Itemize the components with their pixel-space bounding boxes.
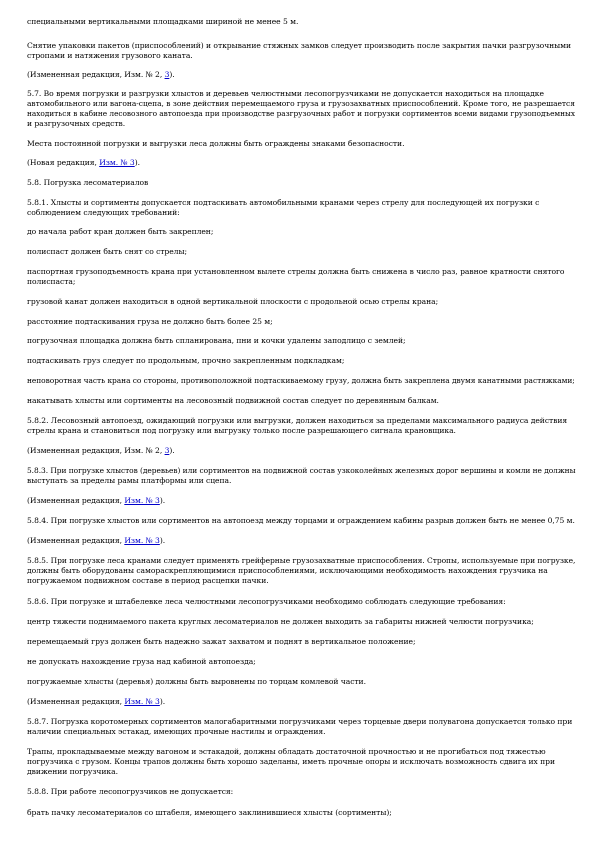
section-heading: 5.8. Погрузка лесоматериалов bbox=[27, 178, 149, 187]
amendment-link[interactable]: Изм. № 3 bbox=[124, 697, 160, 706]
list-item: полиспаст должен быть снят со стрелы; bbox=[27, 247, 187, 256]
text-line: 5.8.4. При погрузке хлыстов или сортиментов на автопоезд между торцами и ограждением кабины разрыв должен быть не менее 0,75 м. bbox=[27, 516, 575, 525]
text-line: 5.8.7. Погрузка коротомерных сортиментов малогабаритными погрузчиками через торцевые двери полувагона допускается только при bbox=[27, 717, 573, 726]
list-item: неповоротная часть крана со стороны, противоположной подтаскиваемому грузу, должна быть закреплена двумя канатными растяжками; bbox=[27, 376, 575, 385]
text-line: Трапы, прокладываемые между вагоном и эстакадой, должны обладать достаточной прочностью и не прогибаться под тяжестью bbox=[27, 747, 546, 756]
text-line: соблюдением следующих требований: bbox=[27, 208, 180, 217]
list-item: расстояние подтаскивания груза не должно быть более 25 м; bbox=[27, 317, 273, 326]
list-item: до начала работ кран должен быть закреплен; bbox=[27, 227, 214, 236]
text-line: движении погрузчика. bbox=[27, 767, 118, 776]
amendment-link[interactable]: Изм. № 3 bbox=[124, 496, 160, 505]
amendment-link[interactable]: 3 bbox=[164, 70, 170, 79]
list-item: паспортная грузоподъемность крана при установленном вылете стрелы должна быть снижена в число раз, равное кратности снятого bbox=[27, 267, 565, 276]
list-item: погружаемые хлысты (деревья) должны быть выровнены по торцам комлевой части. bbox=[27, 677, 366, 686]
text-line: специальными вертикальными площадками шириной не менее 5 м. bbox=[27, 17, 299, 26]
amendment-note: (Измененная редакция, Изм. № 2, 3). bbox=[27, 70, 175, 79]
list-item: подтаскивать груз следует по продольным, прочно закрепленным подкладкам; bbox=[27, 356, 345, 365]
amendment-note: (Измененная редакция, Изм. № 3). bbox=[27, 697, 166, 706]
amendment-note: (Измененная редакция, Изм. № 3). bbox=[27, 536, 166, 545]
text-line: Снятие упаковки пакетов (приспособлений) и открывание стяжных замков следует производить после закрытия пачки разгрузочными bbox=[27, 41, 572, 50]
text-line: должны быть оборудованы самораскрепляющимися приспособлениями, исключающими необходимость нахождения грузчика на bbox=[27, 566, 548, 575]
list-item: не допускать нахождение груза над кабиной автопоезда; bbox=[27, 657, 256, 666]
list-item: полиспаста; bbox=[27, 277, 76, 286]
list-item: накатывать хлысты или сортименты на лесовозный подвижной состав следует по деревянным балкам. bbox=[27, 396, 439, 405]
list-item: центр тяжести поднимаемого пакета круглых лесоматериалов не должен выходить за габариты нижней челюсти погрузчика; bbox=[27, 617, 534, 626]
amendment-link[interactable]: Изм. № 3 bbox=[124, 536, 160, 545]
list-item: погрузочная площадка должна быть спланирована, пни и кочки удалены заподлицо с землей; bbox=[27, 336, 406, 345]
list-item: перемещаемый груз должен быть надежно зажат захватом и поднят в вертикальное положение; bbox=[27, 637, 416, 646]
text-line: Места постоянной погрузки и выгрузки леса должны быть ограждены знаками безопасности. bbox=[27, 139, 405, 148]
text-line: находиться в кабине лесовозного автопоезда при производстве разгрузочных работ и погрузки сортиментов всеми видами грузоподъемных bbox=[27, 109, 575, 118]
text-line: погрузчика с грузом. Концы трапов должны быть хорошо заделаны, иметь прочные опоры и исключать возможность сдвига их при bbox=[27, 757, 555, 766]
text-line: 5.8.8. При работе лесопогрузчиков не допускается: bbox=[27, 787, 234, 796]
amendment-note: (Новая редакция, Изм. № 3). bbox=[27, 158, 140, 167]
amendment-note: (Измененная редакция, Изм. № 2, 3). bbox=[27, 446, 175, 455]
amendment-link[interactable]: Изм. № 3 bbox=[99, 158, 135, 167]
text-line: автомобильного или вагона-сцепа, в зоне действия перемещаемого груза и грузозахватных приспособлений. Кроме того, не разрешается bbox=[27, 99, 575, 108]
list-item: брать пачку лесоматериалов со штабеля, имеющего заклинившиеся хлысты (сортименты); bbox=[27, 808, 392, 817]
list-item: грузовой канат должен находиться в одной вертикальной плоскости с продольной осью стрелы крана; bbox=[27, 297, 439, 306]
text-line: стропами и натяжения грузового каната. bbox=[27, 51, 193, 60]
text-line: 5.8.6. При погрузке и штабелевке леса челюстными лесопогрузчиками необходимо соблюдать следующие требования: bbox=[27, 597, 506, 606]
text-line: наличии специальных эстакад, имеющих прочные настилы и ограждения. bbox=[27, 727, 326, 736]
text-line: стрелы крана и становиться под погрузку или выгрузку только после разрешающего сигнала крановщика. bbox=[27, 426, 456, 435]
text-line: погружаемом подвижном составе в период расцепки пачки. bbox=[27, 576, 269, 585]
text-line: 5.8.5. При погрузке леса кранами следует применять грейферные грузозахватные приспособления. Стропы, используемые при погрузке, bbox=[27, 556, 576, 565]
text-line: выступать за пределы рамы платформы или сцепа. bbox=[27, 476, 232, 485]
text-line: 5.8.1. Хлысты и сортименты допускается подтаскивать автомобильными кранами через стрелу для последующей их погрузки с bbox=[27, 198, 540, 207]
text-line: 5.8.2. Лесовозный автопоезд, ожидающий погрузки или выгрузки, должен находиться за пределами максимального радиуса действия bbox=[27, 416, 568, 425]
amendment-note: (Измененная редакция, Изм. № 3). bbox=[27, 496, 166, 505]
text-line: 5.7. Во время погрузки и разгрузки хлыстов и деревьев челюстными лесопогрузчиками не допускается находиться на площадке bbox=[27, 89, 544, 98]
text-line: и разгрузочных средств. bbox=[27, 119, 126, 128]
amendment-link[interactable]: 3 bbox=[164, 446, 170, 455]
text-line: 5.8.3. При погрузке хлыстов (деревьев) или сортиментов на подвижной состав узкоколейных железных дорог вершины и комли не должны bbox=[27, 466, 576, 475]
